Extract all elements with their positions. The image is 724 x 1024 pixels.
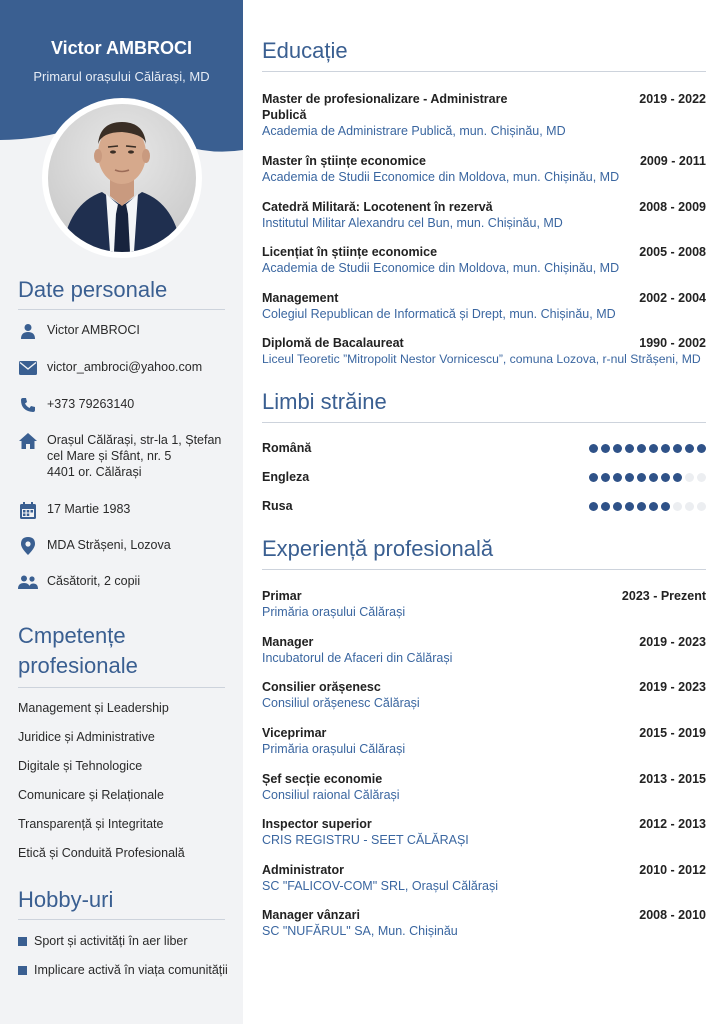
level-dot-filled <box>613 502 622 511</box>
entry-years: 2019 - 2023 <box>639 680 706 694</box>
sidebar <box>0 0 243 1024</box>
personal-address-row <box>18 431 233 480</box>
personal-phone[interactable]: +373 79263140 <box>47 397 135 411</box>
hobby-item <box>18 934 188 948</box>
hobby-text: Implicare activă în viața comunității <box>34 963 228 977</box>
personal-birthdate: 17 Martie 1983 <box>47 502 131 516</box>
education-entry <box>262 153 706 185</box>
experience-entry <box>262 679 706 711</box>
entry-organization: Academia de Studii Economice din Moldova, mun. Chișinău, MD <box>262 170 620 184</box>
personal-birthdate-row <box>18 500 233 520</box>
envelope-icon <box>18 358 38 378</box>
candidate-name: Victor AMBROCI <box>50 38 192 58</box>
entry-organization: Colegiul Republican de Informatică și Drept, mun. Chișinău, MD <box>262 307 616 321</box>
entry-title: Consilier orășenesc <box>262 680 381 694</box>
skills-divider <box>18 687 225 688</box>
entry-organization: SC "NUFĂRUL" SA, Mun. Chișinău <box>262 924 458 938</box>
entry-organization: CRIS REGISTRU - SEET CĂLĂRAȘI <box>262 833 469 847</box>
level-dot-filled <box>685 444 694 453</box>
level-dot-filled <box>589 444 598 453</box>
entry-organization: Institutul Militar Alexandru cel Bun, mun. Chișinău, MD <box>262 216 563 230</box>
level-dot-filled <box>673 473 682 482</box>
calendar-icon <box>18 500 38 520</box>
language-level-dots <box>586 444 706 453</box>
entry-years: 2008 - 2010 <box>639 908 706 922</box>
entry-title: Primar <box>262 589 302 603</box>
level-dot-filled <box>661 444 670 453</box>
bullet-square-icon <box>18 937 27 946</box>
level-dot-empty <box>685 473 694 482</box>
entry-organization: Primăria orașului Călărași <box>262 742 406 756</box>
phone-icon <box>18 395 38 415</box>
level-dot-filled <box>613 473 622 482</box>
profile-photo <box>48 104 196 252</box>
education-divider <box>262 71 706 72</box>
user-icon <box>18 321 38 341</box>
language-level-dots <box>586 502 706 511</box>
people-icon <box>18 572 38 592</box>
language-name: Română <box>262 441 312 455</box>
level-dot-filled <box>601 502 610 511</box>
entry-title: Inspector superior <box>262 817 372 831</box>
education-entry <box>262 91 706 139</box>
level-dot-filled <box>649 444 658 453</box>
entry-years: 2002 - 2004 <box>639 291 706 305</box>
entry-years: 2009 - 2011 <box>639 154 706 168</box>
level-dot-filled <box>637 473 646 482</box>
level-dot-filled <box>697 444 706 453</box>
skill-item: Juridice și Administrative <box>18 730 155 744</box>
location-pin-icon <box>18 536 38 556</box>
experience-divider <box>262 569 706 570</box>
skills-heading <box>18 621 138 681</box>
languages-heading: Limbi străine <box>262 389 387 414</box>
entry-years: 2010 - 2012 <box>639 863 706 877</box>
language-name: Engleza <box>262 470 310 484</box>
level-dot-filled <box>625 444 634 453</box>
level-dot-filled <box>625 502 634 511</box>
level-dot-filled <box>589 502 598 511</box>
level-dot-filled <box>649 502 658 511</box>
level-dot-filled <box>613 444 622 453</box>
address-line-3: 4401 or. Călărași <box>47 465 142 479</box>
language-row <box>262 499 706 513</box>
entry-years: 2015 - 2019 <box>639 726 706 740</box>
entry-title: Șef secție economie <box>262 772 383 786</box>
language-name: Rusa <box>262 499 293 513</box>
level-dot-empty <box>697 502 706 511</box>
personal-heading: Date personale <box>18 277 168 302</box>
level-dot-empty <box>685 502 694 511</box>
education-entry <box>262 199 706 231</box>
language-row <box>262 470 706 484</box>
entry-organization: Primăria orașului Călărași <box>262 605 406 619</box>
languages-divider <box>262 422 706 423</box>
level-dot-empty <box>697 473 706 482</box>
home-icon <box>18 431 38 451</box>
personal-email-row[interactable] <box>18 358 233 378</box>
level-dot-filled <box>601 444 610 453</box>
level-dot-filled <box>589 473 598 482</box>
candidate-subtitle: Primarul orașului Călărași, MD <box>33 69 210 84</box>
skills-heading-line-2: profesionale <box>18 653 138 678</box>
personal-address <box>47 431 221 480</box>
experience-entry <box>262 634 706 666</box>
skill-item: Etică și Conduită Profesională <box>18 846 185 860</box>
education-heading: Educație <box>262 38 348 63</box>
skill-item: Digitale și Tehnologice <box>18 759 143 773</box>
level-dot-filled <box>637 502 646 511</box>
experience-entry <box>262 907 706 939</box>
level-dot-filled <box>625 473 634 482</box>
skill-item: Management și Leadership <box>18 701 169 715</box>
entry-organization: Consiliul orășenesc Călărași <box>262 696 420 710</box>
entry-years: 1990 - 2002 <box>639 336 706 350</box>
entry-title: Catedră Militară: Locotenent în rezervă <box>262 200 493 214</box>
level-dot-filled <box>637 444 646 453</box>
entry-title: Manager <box>262 635 314 649</box>
level-dot-filled <box>601 473 610 482</box>
entry-organization: SC "FALICOV-COM" SRL, Orașul Călărași <box>262 879 499 893</box>
address-line-1: Orașul Călărași, str-la 1, Ștefan <box>47 433 222 447</box>
bullet-square-icon <box>18 966 27 975</box>
personal-location-row <box>18 536 233 556</box>
entry-title: Master de profesionalizare - Administrare Publică <box>262 92 508 122</box>
personal-email[interactable]: victor_ambroci@yahoo.com <box>47 360 203 374</box>
entry-years: 2008 - 2009 <box>639 200 706 214</box>
education-entry <box>262 335 706 367</box>
entry-title: Viceprimar <box>262 726 327 740</box>
entry-title: Administrator <box>262 863 344 877</box>
personal-divider <box>18 309 225 310</box>
entry-years: 2013 - 2015 <box>639 772 706 786</box>
entry-organization: Academia de Administrare Publică, mun. Chișinău, MD <box>262 124 566 138</box>
language-level-dots <box>586 473 706 482</box>
personal-name: Victor AMBROCI <box>47 323 140 337</box>
language-row <box>262 441 706 455</box>
entry-title: Management <box>262 291 339 305</box>
level-dot-filled <box>673 444 682 453</box>
entry-organization: Incubatorul de Afaceri din Călărași <box>262 651 453 665</box>
entry-title: Licențiat în științe economice <box>262 245 438 259</box>
personal-name-row <box>18 321 233 341</box>
skills-heading-line-1: Cmpetențe <box>18 623 126 648</box>
experience-entry <box>262 588 706 620</box>
education-entry <box>262 244 706 276</box>
hobby-item <box>18 963 228 977</box>
skill-item: Transparență și Integritate <box>18 817 164 831</box>
experience-entry <box>262 862 706 894</box>
experience-entry <box>262 816 706 848</box>
personal-family: Căsătorit, 2 copii <box>47 574 141 588</box>
entry-title: Manager vânzari <box>262 908 360 922</box>
skill-item: Comunicare și Relaționale <box>18 788 164 802</box>
entry-years: 2019 - 2023 <box>639 635 706 649</box>
personal-phone-row[interactable] <box>18 395 233 415</box>
experience-entry <box>262 771 706 803</box>
entry-title: Master în științe economice <box>262 154 426 168</box>
entry-years: 2023 - Prezent <box>621 589 706 603</box>
hobbies-heading: Hobby-uri <box>18 887 114 912</box>
level-dot-filled <box>661 473 670 482</box>
hobby-text: Sport și activități în aer liber <box>34 934 188 948</box>
entry-years: 2019 - 2022 <box>639 92 706 106</box>
entry-years: 2012 - 2013 <box>639 817 706 831</box>
personal-location: MDA Strășeni, Lozova <box>47 538 171 552</box>
personal-family-row <box>18 572 233 592</box>
level-dot-empty <box>673 502 682 511</box>
entry-organization: Consiliul raional Călărași <box>262 788 400 802</box>
entry-organization: Academia de Studii Economice din Moldova, mun. Chișinău, MD <box>262 261 620 275</box>
level-dot-filled <box>661 502 670 511</box>
address-line-2: cel Mare și Sfânt, nr. 5 <box>47 449 172 463</box>
experience-heading: Experiență profesională <box>262 536 494 561</box>
education-entry <box>262 290 706 322</box>
entry-title: Diplomă de Bacalaureat <box>262 336 404 350</box>
entry-organization: Liceul Teoretic ”Mitropolit Nestor Vornicescu”, comuna Lozova, r-nul Strășeni, MD <box>262 352 701 366</box>
entry-years: 2005 - 2008 <box>639 245 706 259</box>
level-dot-filled <box>649 473 658 482</box>
hobbies-divider <box>18 919 225 920</box>
experience-entry <box>262 725 706 757</box>
